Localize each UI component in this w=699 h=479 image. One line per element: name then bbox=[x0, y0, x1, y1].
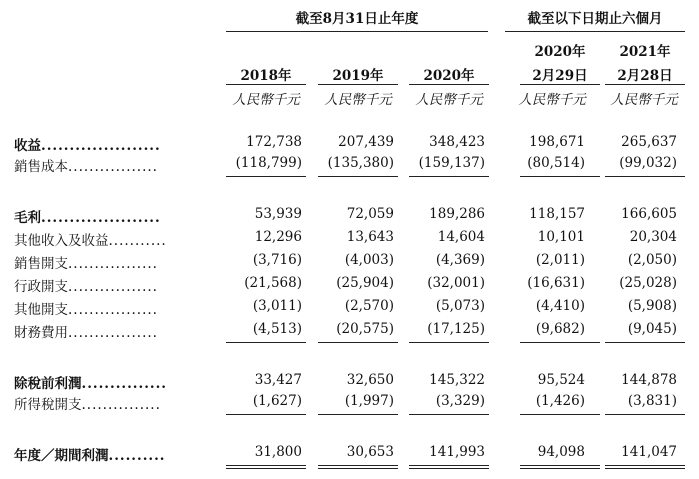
column-header-5: 2月28日 bbox=[617, 68, 673, 84]
cell-other-income-feb2021: 20,304 bbox=[629, 229, 677, 245]
row-label-gross-profit: 毛利..................... bbox=[14, 210, 161, 226]
cell-cost-of-sales-2018: (118,799) bbox=[235, 155, 302, 171]
column-rule-5 bbox=[605, 84, 685, 85]
column-header-3: 2020年 bbox=[423, 68, 475, 84]
cell-finance-costs-2020: (17,125) bbox=[427, 321, 485, 337]
cell-admin-expenses-2018: (21,568) bbox=[244, 275, 302, 291]
total-rule-bottom-2 bbox=[318, 468, 398, 469]
header-year-rule bbox=[226, 31, 488, 32]
cell-profit-before-tax-2019: 32,650 bbox=[346, 372, 394, 388]
total-rule-top-5 bbox=[605, 465, 685, 466]
subtotal-rule-5 bbox=[605, 176, 685, 177]
unit-label-2: 人民幣千元 bbox=[324, 92, 392, 108]
cell-gross-profit-feb2020: 118,157 bbox=[529, 206, 585, 222]
cell-profit-for-period-feb2021: 141,047 bbox=[621, 444, 677, 460]
total-rule-top-4 bbox=[520, 465, 600, 466]
column-header-2: 2019年 bbox=[332, 68, 384, 84]
cell-gross-profit-feb2021: 166,605 bbox=[621, 206, 677, 222]
unit-label-3: 人民幣千元 bbox=[415, 92, 483, 108]
cell-other-expenses-2018: (3,011) bbox=[252, 298, 302, 314]
unit-label-5: 人民幣千元 bbox=[610, 92, 678, 108]
cell-selling-expenses-2020: (4,369) bbox=[435, 252, 485, 268]
total-rule-bottom-4 bbox=[520, 468, 600, 469]
cell-gross-profit-2019: 72,059 bbox=[346, 206, 394, 222]
cell-other-income-2018: 12,296 bbox=[254, 229, 302, 245]
row-label-profit-before-tax: 除稅前利潤............... bbox=[14, 376, 167, 392]
cell-revenue-feb2020: 198,671 bbox=[529, 134, 585, 150]
cell-selling-expenses-feb2021: (2,050) bbox=[627, 252, 677, 268]
cell-profit-before-tax-2018: 33,427 bbox=[254, 372, 302, 388]
cell-finance-costs-feb2020: (9,682) bbox=[535, 321, 585, 337]
cell-cost-of-sales-feb2020: (80,514) bbox=[527, 155, 585, 171]
unit-label-4: 人民幣千元 bbox=[518, 92, 586, 108]
cell-income-tax-2018: (1,627) bbox=[252, 393, 302, 409]
subtotal-rule-1 bbox=[226, 176, 306, 177]
cell-profit-for-period-feb2020: 94,098 bbox=[537, 444, 585, 460]
cell-other-income-feb2020: 10,101 bbox=[537, 229, 585, 245]
cell-profit-for-period-2020: 141,993 bbox=[429, 444, 485, 460]
cell-cost-of-sales-2019: (135,380) bbox=[327, 155, 394, 171]
column-header-1: 2018年 bbox=[240, 68, 292, 84]
cell-income-tax-feb2021: (3,831) bbox=[627, 393, 677, 409]
subtotal-rule-11 bbox=[226, 414, 306, 415]
cell-selling-expenses-2018: (3,716) bbox=[252, 252, 302, 268]
cell-admin-expenses-2019: (25,904) bbox=[336, 275, 394, 291]
cell-revenue-2020: 348,423 bbox=[429, 134, 485, 150]
subtotal-rule-13 bbox=[409, 414, 489, 415]
subtotal-rule-12 bbox=[318, 414, 398, 415]
row-label-other-income: 其他收入及收益........... bbox=[14, 233, 167, 249]
cell-admin-expenses-2020: (32,001) bbox=[427, 275, 485, 291]
cell-other-expenses-2019: (2,570) bbox=[344, 298, 394, 314]
total-rule-bottom-5 bbox=[605, 468, 685, 469]
column-rule-2 bbox=[318, 84, 398, 85]
cell-income-tax-2019: (1,997) bbox=[344, 393, 394, 409]
column-header-line1-4: 2020年 bbox=[534, 44, 586, 60]
subtotal-rule-9 bbox=[520, 342, 600, 343]
cell-selling-expenses-feb2020: (2,011) bbox=[535, 252, 585, 268]
row-label-profit-for-period: 年度／期間利潤.......... bbox=[14, 448, 166, 464]
total-rule-top-1 bbox=[226, 465, 306, 466]
column-header-line1-5: 2021年 bbox=[619, 44, 671, 60]
cell-finance-costs-feb2021: (9,045) bbox=[627, 321, 677, 337]
cell-revenue-2018: 172,738 bbox=[246, 134, 302, 150]
cell-other-income-2019: 13,643 bbox=[346, 229, 394, 245]
unit-label-1: 人民幣千元 bbox=[232, 92, 300, 108]
header-six-month-rule bbox=[505, 31, 685, 32]
subtotal-rule-15 bbox=[605, 414, 685, 415]
row-label-finance-costs: 財務費用................. bbox=[14, 325, 158, 341]
row-label-other-expenses: 其他開支................. bbox=[14, 302, 158, 318]
cell-admin-expenses-feb2021: (25,028) bbox=[619, 275, 677, 291]
header-six-month-group: 截至以下日期止六個月 bbox=[527, 11, 663, 27]
column-rule-1 bbox=[226, 84, 306, 85]
row-label-selling-expenses: 銷售開支................. bbox=[14, 256, 158, 272]
subtotal-rule-3 bbox=[409, 176, 489, 177]
cell-finance-costs-2019: (20,575) bbox=[336, 321, 394, 337]
cell-cost-of-sales-2020: (159,137) bbox=[418, 155, 485, 171]
row-label-cost-of-sales: 銷售成本................. bbox=[14, 159, 158, 175]
total-rule-bottom-3 bbox=[409, 468, 489, 469]
cell-income-tax-feb2020: (1,426) bbox=[535, 393, 585, 409]
subtotal-rule-6 bbox=[226, 342, 306, 343]
cell-finance-costs-2018: (4,513) bbox=[252, 321, 302, 337]
cell-profit-for-period-2019: 30,653 bbox=[346, 444, 394, 460]
cell-other-expenses-2020: (5,073) bbox=[435, 298, 485, 314]
cell-gross-profit-2020: 189,286 bbox=[429, 206, 485, 222]
cell-gross-profit-2018: 53,939 bbox=[254, 206, 302, 222]
header-year-group: 截至8月31日止年度 bbox=[295, 11, 419, 27]
subtotal-rule-2 bbox=[318, 176, 398, 177]
subtotal-rule-8 bbox=[409, 342, 489, 343]
cell-profit-for-period-2018: 31,800 bbox=[254, 444, 302, 460]
total-rule-top-2 bbox=[318, 465, 398, 466]
row-label-income-tax: 所得稅開支............... bbox=[14, 397, 161, 413]
cell-selling-expenses-2019: (4,003) bbox=[344, 252, 394, 268]
cell-other-income-2020: 14,604 bbox=[437, 229, 485, 245]
cell-profit-before-tax-feb2021: 144,878 bbox=[621, 372, 677, 388]
cell-revenue-2019: 207,439 bbox=[338, 134, 394, 150]
column-header-4: 2月29日 bbox=[532, 68, 588, 84]
cell-profit-before-tax-feb2020: 95,524 bbox=[537, 372, 585, 388]
subtotal-rule-7 bbox=[318, 342, 398, 343]
subtotal-rule-4 bbox=[520, 176, 600, 177]
total-rule-top-3 bbox=[409, 465, 489, 466]
cell-profit-before-tax-2020: 145,322 bbox=[429, 372, 485, 388]
subtotal-rule-10 bbox=[605, 342, 685, 343]
cell-cost-of-sales-feb2021: (99,032) bbox=[619, 155, 677, 171]
column-rule-3 bbox=[409, 84, 489, 85]
column-rule-4 bbox=[520, 84, 600, 85]
row-label-admin-expenses: 行政開支................. bbox=[14, 279, 158, 295]
subtotal-rule-14 bbox=[520, 414, 600, 415]
total-rule-bottom-1 bbox=[226, 468, 306, 469]
cell-other-expenses-feb2020: (4,410) bbox=[535, 298, 585, 314]
cell-admin-expenses-feb2020: (16,631) bbox=[527, 275, 585, 291]
cell-revenue-feb2021: 265,637 bbox=[621, 134, 677, 150]
cell-other-expenses-feb2021: (5,908) bbox=[627, 298, 677, 314]
row-label-revenue: 收益..................... bbox=[14, 138, 161, 154]
cell-income-tax-2020: (3,329) bbox=[435, 393, 485, 409]
